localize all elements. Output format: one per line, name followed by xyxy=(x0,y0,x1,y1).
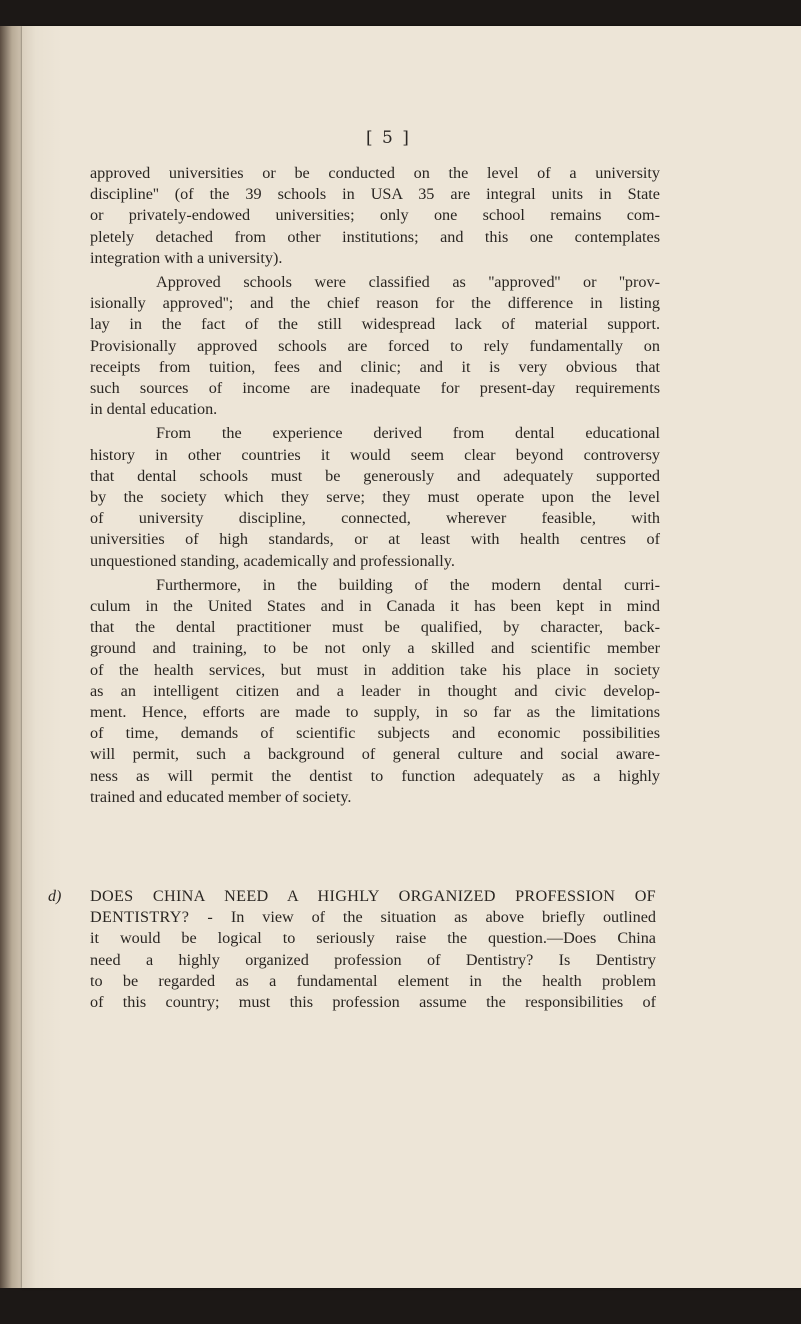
text-line: unquestioned standing, academically and professionally. xyxy=(90,551,455,570)
text-line: culum in the United States and in Canada it has been kept in mind xyxy=(90,597,660,616)
text-line: trained and educated member of society. xyxy=(90,787,352,806)
text-line: history in other countries it would seem clear beyond controversy xyxy=(90,445,660,464)
text-line: From the experience derived from dental educational xyxy=(156,424,660,443)
body-text xyxy=(90,163,660,808)
text-line: ment. Hence, efforts are made to supply, in so far as the limitations xyxy=(90,703,660,722)
text-line: as an intelligent citizen and a leader in thought and civic develop- xyxy=(90,681,660,700)
text-line: approved universities or be conducted on the level of a university xyxy=(90,164,660,182)
text-line: integration with a university). xyxy=(90,248,283,267)
text-line: isionally approved''; and the chief reason for the difference in listing xyxy=(90,294,660,313)
text-line: in dental education. xyxy=(90,400,218,419)
page-binding-edge xyxy=(0,26,22,1288)
text-line: that the dental practitioner must be qualified, by character, back- xyxy=(90,618,660,637)
text-line: of this country; must this profession assume the responsibilities of xyxy=(90,993,656,1012)
text-line: or privately-endowed universities; only one school remains com- xyxy=(90,206,660,225)
text-line: ground and training, to be not only a skilled and scientific member xyxy=(90,639,660,658)
text-line: that dental schools must be generously and adequately supported xyxy=(90,466,660,485)
text-line: need a highly organized profession of Dentistry? Is Dentistry xyxy=(90,950,656,969)
text-line: Approved schools were classified as ''approved'' or ''prov- xyxy=(156,273,660,292)
paragraph-2 xyxy=(90,272,660,420)
text-line: pletely detached from other institutions; and this one contemplates xyxy=(90,227,660,246)
paragraph-1 xyxy=(90,163,660,269)
text-line: receipts from tuition, fees and clinic; and it is very obvious that xyxy=(90,357,660,376)
text-line: ness as will permit the dentist to function adequately as a highly xyxy=(90,766,660,785)
section-marker: d) xyxy=(48,888,62,905)
text-line: to be regarded as a fundamental element in the health problem xyxy=(90,971,656,990)
paragraph-3 xyxy=(90,423,660,571)
text-line: of time, demands of scientific subjects and economic possibilities xyxy=(90,724,660,743)
text-line: discipline'' (of the 39 schools in USA 35 are integral units in State xyxy=(90,185,660,204)
text-line: Provisionally approved schools are forced to rely fundamentally on xyxy=(90,336,660,355)
page-number: [ 5 ] xyxy=(366,128,411,148)
section-d xyxy=(90,886,656,1013)
text-line: Furthermore, in the building of the modern dental curri- xyxy=(156,575,660,594)
paragraph-4 xyxy=(90,575,660,808)
text-line: by the society which they serve; they must operate upon the level xyxy=(90,488,660,507)
text-line: will permit, such a background of general culture and social aware- xyxy=(90,745,660,764)
section-heading-continued xyxy=(90,907,656,928)
text-line: of the health services, but must in addition take his place in society xyxy=(90,660,660,679)
text-line: it would be logical to seriously raise the question.—Does China xyxy=(90,929,656,948)
text-line: such sources of income are inadequate for present-day requirements xyxy=(90,379,660,398)
section-heading-end: DENTISTRY? - xyxy=(90,908,214,927)
text-line: universities of high standards, or at least with health centres of xyxy=(90,530,660,549)
text-line: lay in the fact of the still widespread lack of material support. xyxy=(90,315,660,334)
section-heading: DOES CHINA NEED A HIGHLY ORGANIZED PROFESSION OF xyxy=(90,887,656,905)
text-line: In view of the situation as above briefly outlined xyxy=(230,908,656,927)
text-line: of university discipline, connected, wherever feasible, with xyxy=(90,509,660,528)
